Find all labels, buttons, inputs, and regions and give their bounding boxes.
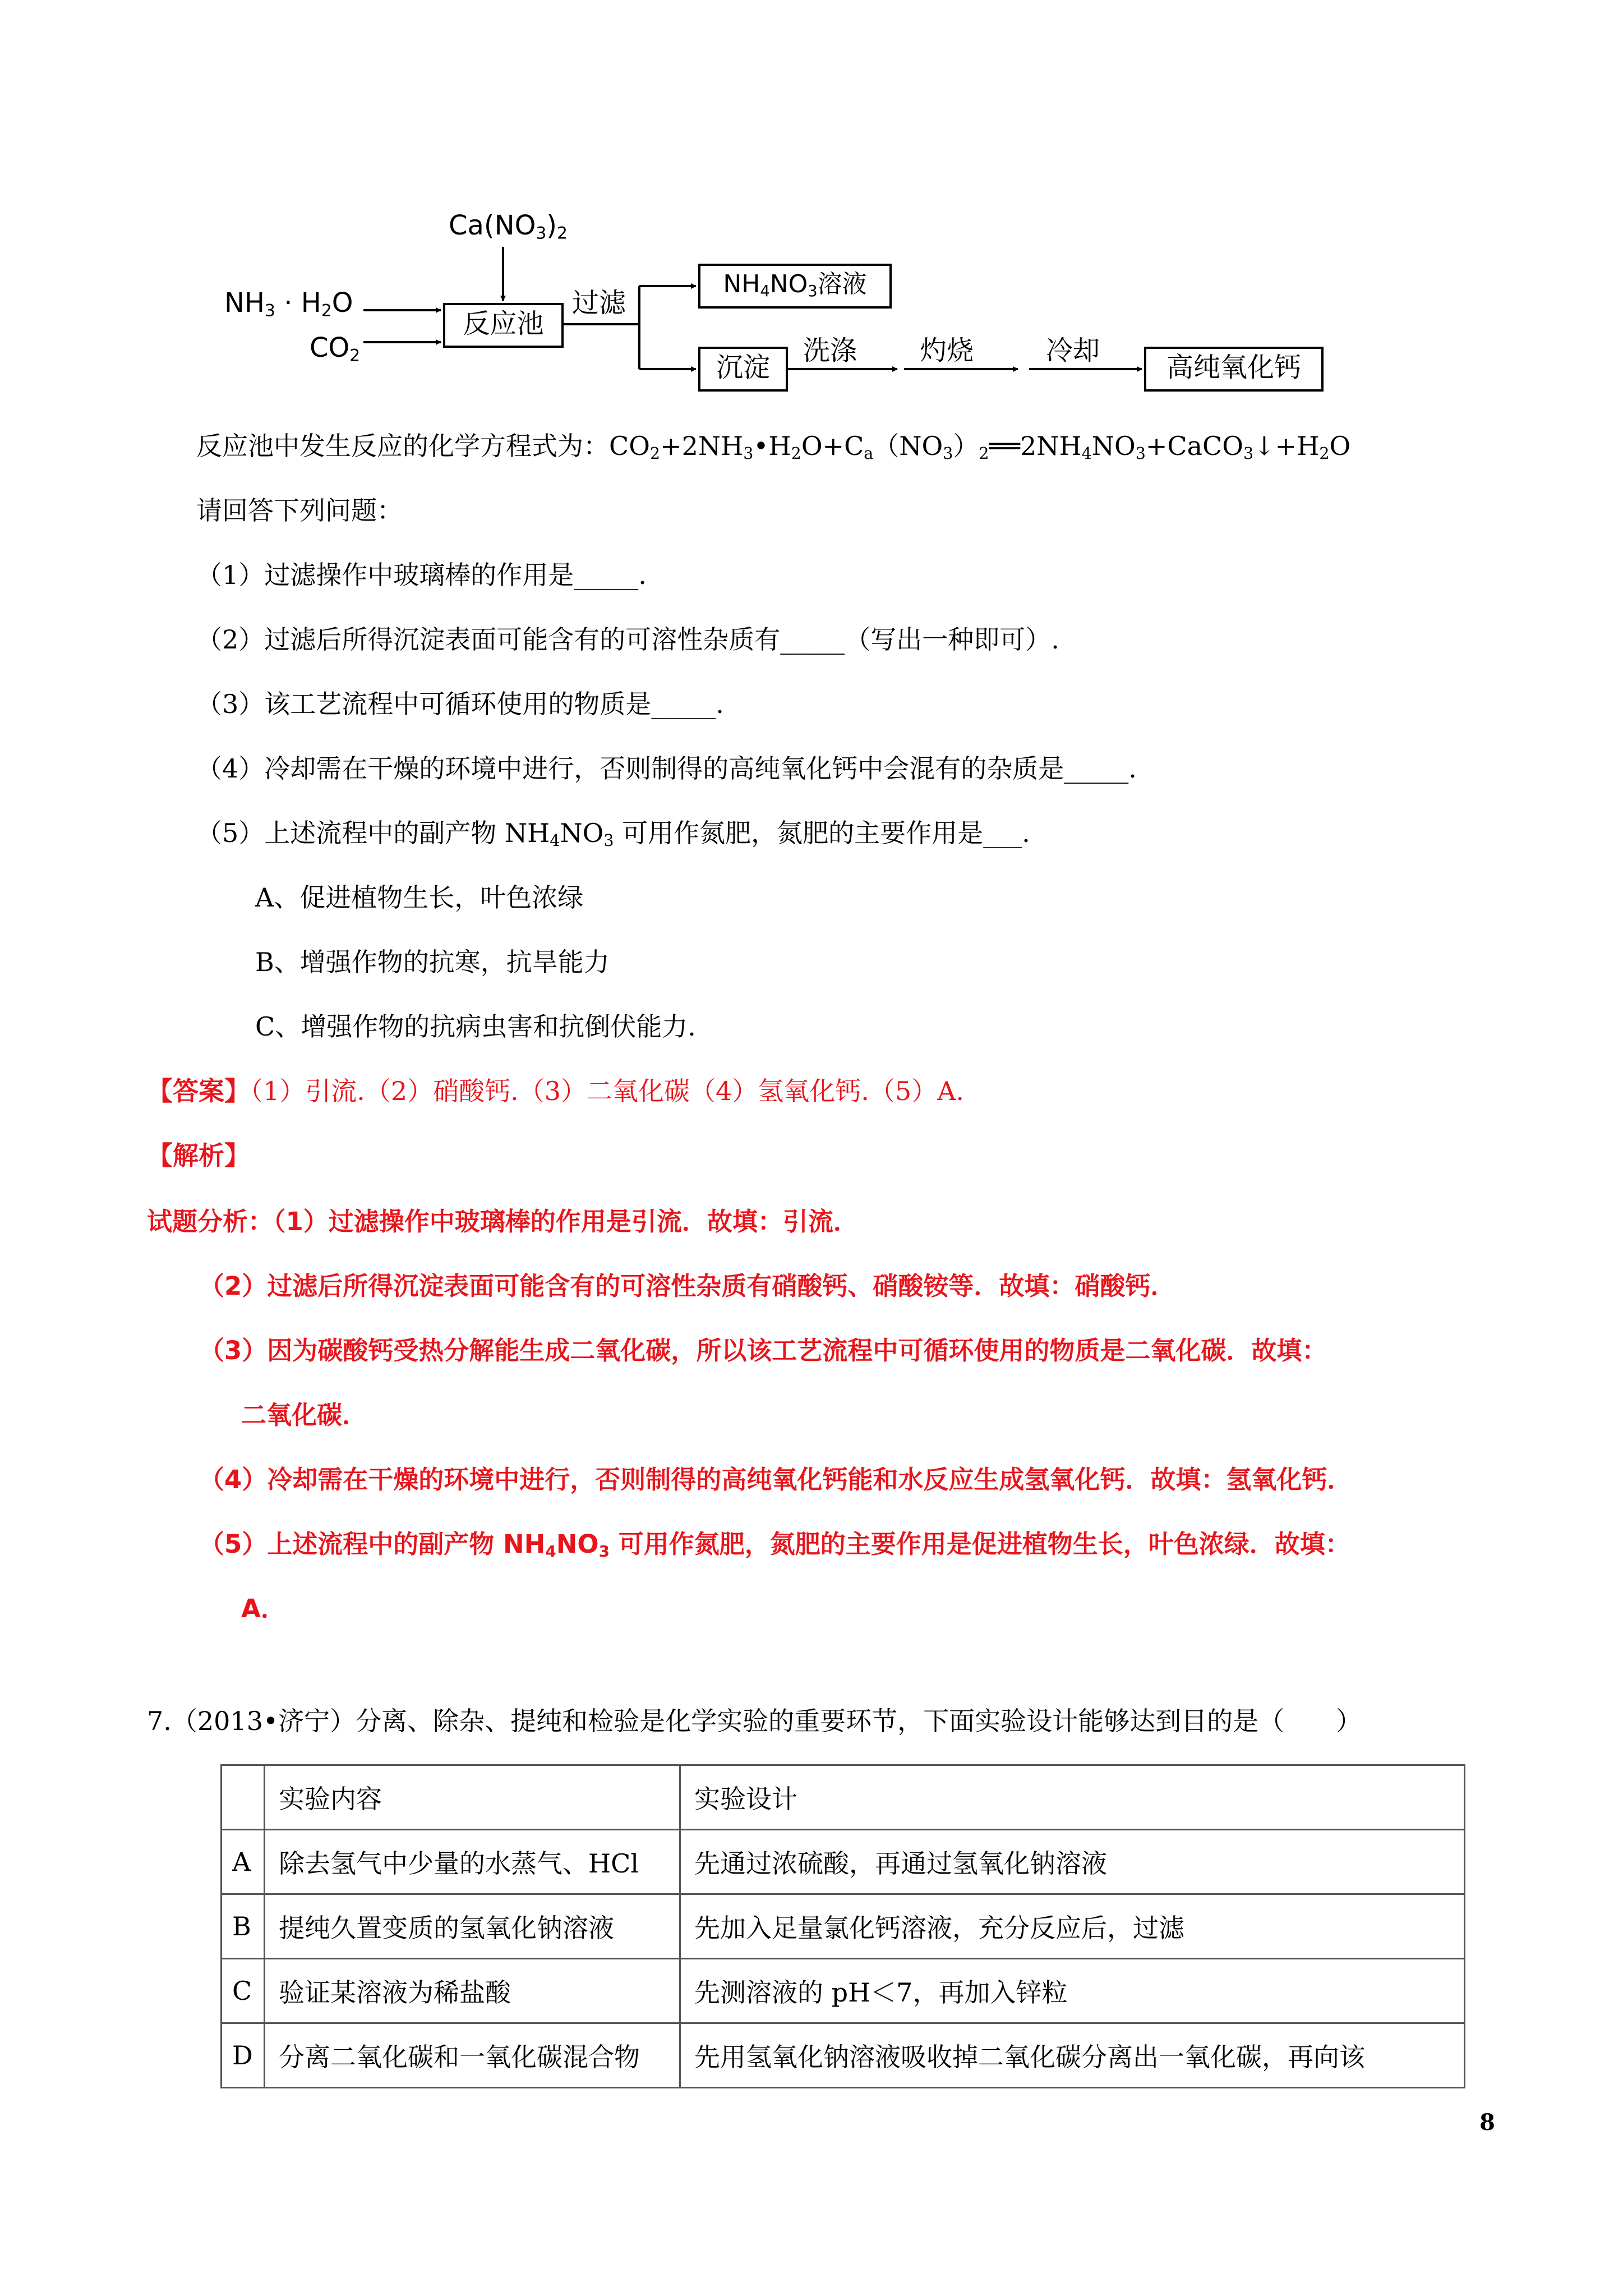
table-row <box>222 1959 1465 2023</box>
flow-filter-label: 过滤 <box>572 287 626 319</box>
table-cell: 提纯久置变质的氢氧化钠溶液 <box>265 1894 680 1959</box>
table-cell: A <box>222 1830 265 1894</box>
flow-reactor-box: 反应池 <box>443 303 564 348</box>
analysis-line-1: 试题分析：（1）过滤操作中玻璃棒的作用是引流．故填：引流． <box>147 1207 859 1236</box>
table-cell: B <box>222 1894 265 1959</box>
option-a: A、促进植物生长，叶色浓绿 <box>255 882 584 913</box>
flow-nh3-input: $NH_3 \cdot H_2O$ <box>224 287 353 321</box>
question-7-stem: 7.（2013•济宁）分离、除杂、提纯和检验是化学实验的重要环节，下面实验设计能够达到目的是（ ） <box>147 1706 1362 1736</box>
prompt-text: 请回答下列问题： <box>196 495 403 526</box>
analysis-line-4: （4）冷却需在干燥的环境中进行，否则制得的高纯氧化钙能和水反应生成氢氧化钙．故填：氢氧化钙． <box>199 1465 1353 1494</box>
flow-co2-input: $CO_2$ <box>310 332 361 366</box>
table-row <box>222 1830 1465 1894</box>
analysis-line-2: （2）过滤后所得沉淀表面可能含有的可溶性杂质有硝酸钙、硝酸铵等．故填：硝酸钙． <box>199 1271 1176 1301</box>
flow-solution-box: $NH_4NO_3$溶液 <box>698 264 892 309</box>
analysis-line-5: （5）上述流程中的副产物 $NH_4NO_3$ 可用作氮肥，氮肥的主要作用是促进植物生长，叶色浓绿．故填： <box>199 1529 1350 1561</box>
answer-text: （1）引流.（2）硝酸钙.（3）二氧化碳（4）氢氧化钙.（5）A. <box>250 1076 965 1106</box>
analysis-line-5-cont: A． <box>241 1594 286 1623</box>
table-row <box>222 1894 1465 1959</box>
table-cell: 除去氢气中少量的水蒸气、HCl <box>265 1830 680 1894</box>
option-b: B、增强作物的抗寒，抗旱能力 <box>255 947 610 977</box>
analysis-label: 【解析】 <box>147 1140 250 1171</box>
question-3: （3）该工艺流程中可循环使用的物质是_____. <box>196 689 724 719</box>
answer-label: 【答案】 <box>147 1076 250 1106</box>
option-c: C、增强作物的抗病虫害和抗倒伏能力. <box>255 1011 696 1042</box>
table-cell: D <box>222 2023 265 2088</box>
table-cell: C <box>222 1959 265 2023</box>
question-2: （2）过滤后所得沉淀表面可能含有的可溶性杂质有_____（写出一种即可）. <box>196 624 1059 655</box>
table-cell: 先通过浓硫酸，再通过氢氧化钠溶液 <box>680 1830 1465 1894</box>
question-1: （1）过滤操作中玻璃棒的作用是_____. <box>196 560 647 590</box>
table-header-cell <box>222 1765 265 1830</box>
table-cell: 先测溶液的 pH＜7，再加入锌粒 <box>680 1959 1465 2023</box>
question-4: （4）冷却需在干燥的环境中进行，否则制得的高纯氧化钙中会混有的杂质是_____. <box>196 753 1137 784</box>
flow-wash-label: 洗涤 <box>803 335 857 366</box>
flow-ca-input: $Ca(NO_3)_2$ <box>449 210 568 243</box>
table-header-cell: 实验设计 <box>680 1765 1465 1830</box>
question-7-table <box>220 1764 1465 2088</box>
table-cell: 先用氢氧化钠溶液吸收掉二氧化碳分离出一氧化碳，再向该 <box>680 2023 1465 2088</box>
table-header-row <box>222 1765 1465 1830</box>
flow-arrows <box>0 0 1623 449</box>
flow-cool-label: 冷却 <box>1046 335 1100 366</box>
flow-calcine-label: 灼烧 <box>920 335 974 366</box>
flow-product-box: 高纯氧化钙 <box>1144 347 1324 392</box>
table-header-cell: 实验内容 <box>265 1765 680 1830</box>
table-cell: 分离二氧化碳和一氧化碳混合物 <box>265 2023 680 2088</box>
page-number: 8 <box>1479 2109 1495 2136</box>
answer-block <box>147 1074 964 1108</box>
table-cell: 验证某溶液为稀盐酸 <box>265 1959 680 2023</box>
flow-precipitate-box: 沉淀 <box>698 347 788 392</box>
reaction-equation: 反应池中发生反应的化学方程式为：$CO_2+2NH_3•H_2O+C_a(NO_3)_2══2NH_4NO_3+CaCO_3↓+H_2O$ <box>196 431 1351 463</box>
question-5: （5）上述流程中的副产物 $NH_4NO_3$ 可用作氮肥，氮肥的主要作用是___. <box>196 818 1030 850</box>
analysis-line-3-cont: 二氧化碳． <box>241 1400 368 1430</box>
table-cell: 先加入足量氯化钙溶液，充分反应后，过滤 <box>680 1894 1465 1959</box>
table-row <box>222 2023 1465 2088</box>
analysis-line-3: （3）因为碳酸钙受热分解能生成二氧化碳，所以该工艺流程中可循环使用的物质是二氧化碳．故填： <box>199 1336 1327 1365</box>
